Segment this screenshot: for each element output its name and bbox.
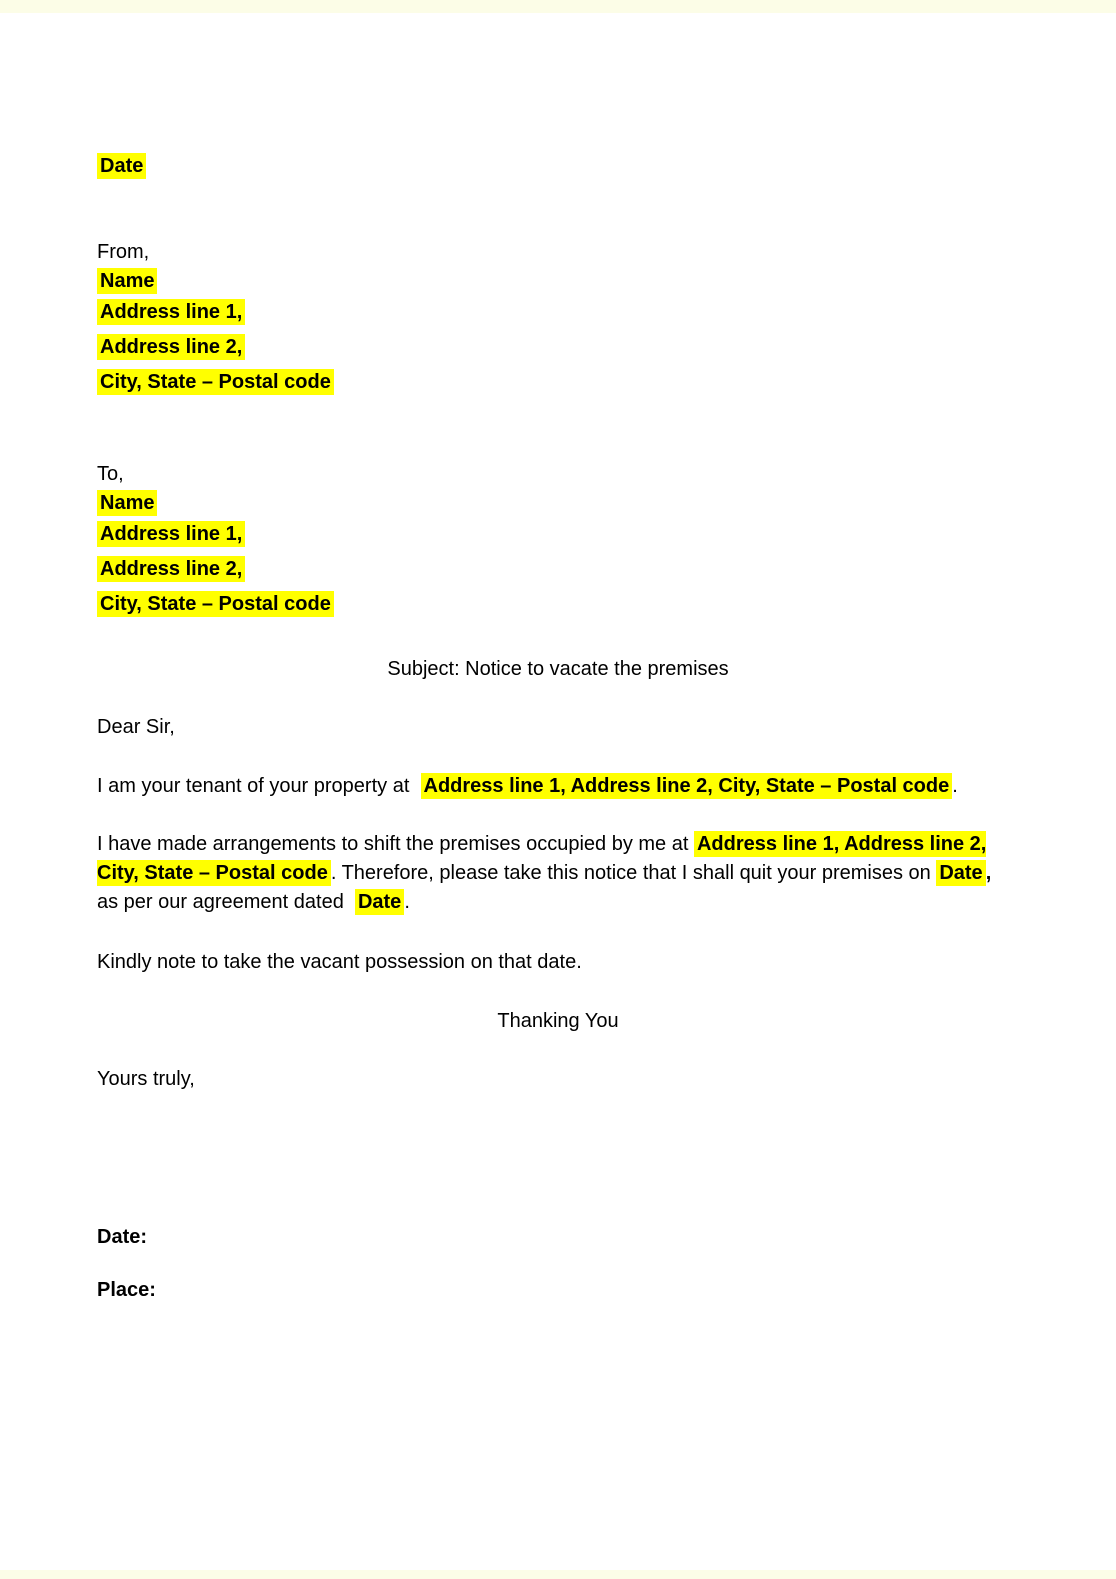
date-placeholder-line	[97, 152, 1019, 181]
address-placeholder: City, State – Postal code	[97, 591, 334, 617]
to-address-block	[97, 489, 1019, 619]
address-placeholder: Address line 1,	[97, 299, 245, 325]
address-placeholder: City, State – Postal code	[97, 369, 334, 395]
footer-place-line	[97, 1276, 1019, 1305]
placeholder-text: Address line 1, Address line 2, City, State – Postal code	[421, 773, 953, 799]
body-text: as per our agreement dated	[97, 862, 997, 913]
address-line	[97, 368, 1019, 397]
address-placeholder: Address line 2,	[97, 556, 245, 582]
letter-body	[0, 152, 1116, 1305]
from-address-block	[97, 267, 1019, 397]
address-line	[97, 555, 1019, 584]
to-label: To,	[97, 463, 124, 485]
placeholder-text: Date	[936, 860, 985, 886]
footer-date-label: Date:	[97, 1226, 148, 1248]
paragraphs-container	[97, 772, 1019, 977]
address-line	[97, 298, 1019, 327]
address-line	[97, 489, 1019, 518]
body-text: .	[404, 891, 410, 913]
body-text: ,	[985, 862, 992, 884]
subject-line: Subject: Notice to vacate the premises	[387, 658, 729, 680]
address-placeholder: Name	[97, 268, 157, 294]
footer-date-line	[97, 1223, 1019, 1252]
paragraph-notice	[97, 830, 1019, 917]
address-placeholder: Address line 1,	[97, 521, 245, 547]
address-line	[97, 333, 1019, 362]
address-line	[97, 590, 1019, 619]
body-text: Kindly note to take the vacant possession on that date.	[97, 951, 582, 973]
salutation: Dear Sir,	[97, 716, 175, 738]
placeholder-text: Date	[355, 889, 404, 915]
body-text: I have made arrangements to shift the premises occupied by me at	[97, 833, 694, 855]
paragraph-vacant-possession	[97, 948, 1019, 977]
body-text: . Therefore, please take this notice that I shall quit your premises on	[330, 862, 937, 884]
date-placeholder: Date	[97, 153, 146, 179]
placeholder-text: Address line 1, Address line 2, City, State – Postal code	[97, 833, 987, 884]
address-placeholder: Name	[97, 490, 157, 516]
signoff: Yours truly,	[97, 1068, 195, 1090]
address-line	[97, 267, 1019, 296]
address-line	[97, 520, 1019, 549]
closing-thanks: Thanking You	[497, 1010, 619, 1032]
footer-place-label: Place:	[97, 1279, 156, 1301]
from-label: From,	[97, 241, 150, 263]
paragraph-tenant-property	[97, 772, 1019, 801]
body-text: I am your tenant of your property at	[97, 775, 421, 797]
body-text: .	[952, 775, 958, 797]
address-placeholder: Address line 2,	[97, 334, 245, 360]
